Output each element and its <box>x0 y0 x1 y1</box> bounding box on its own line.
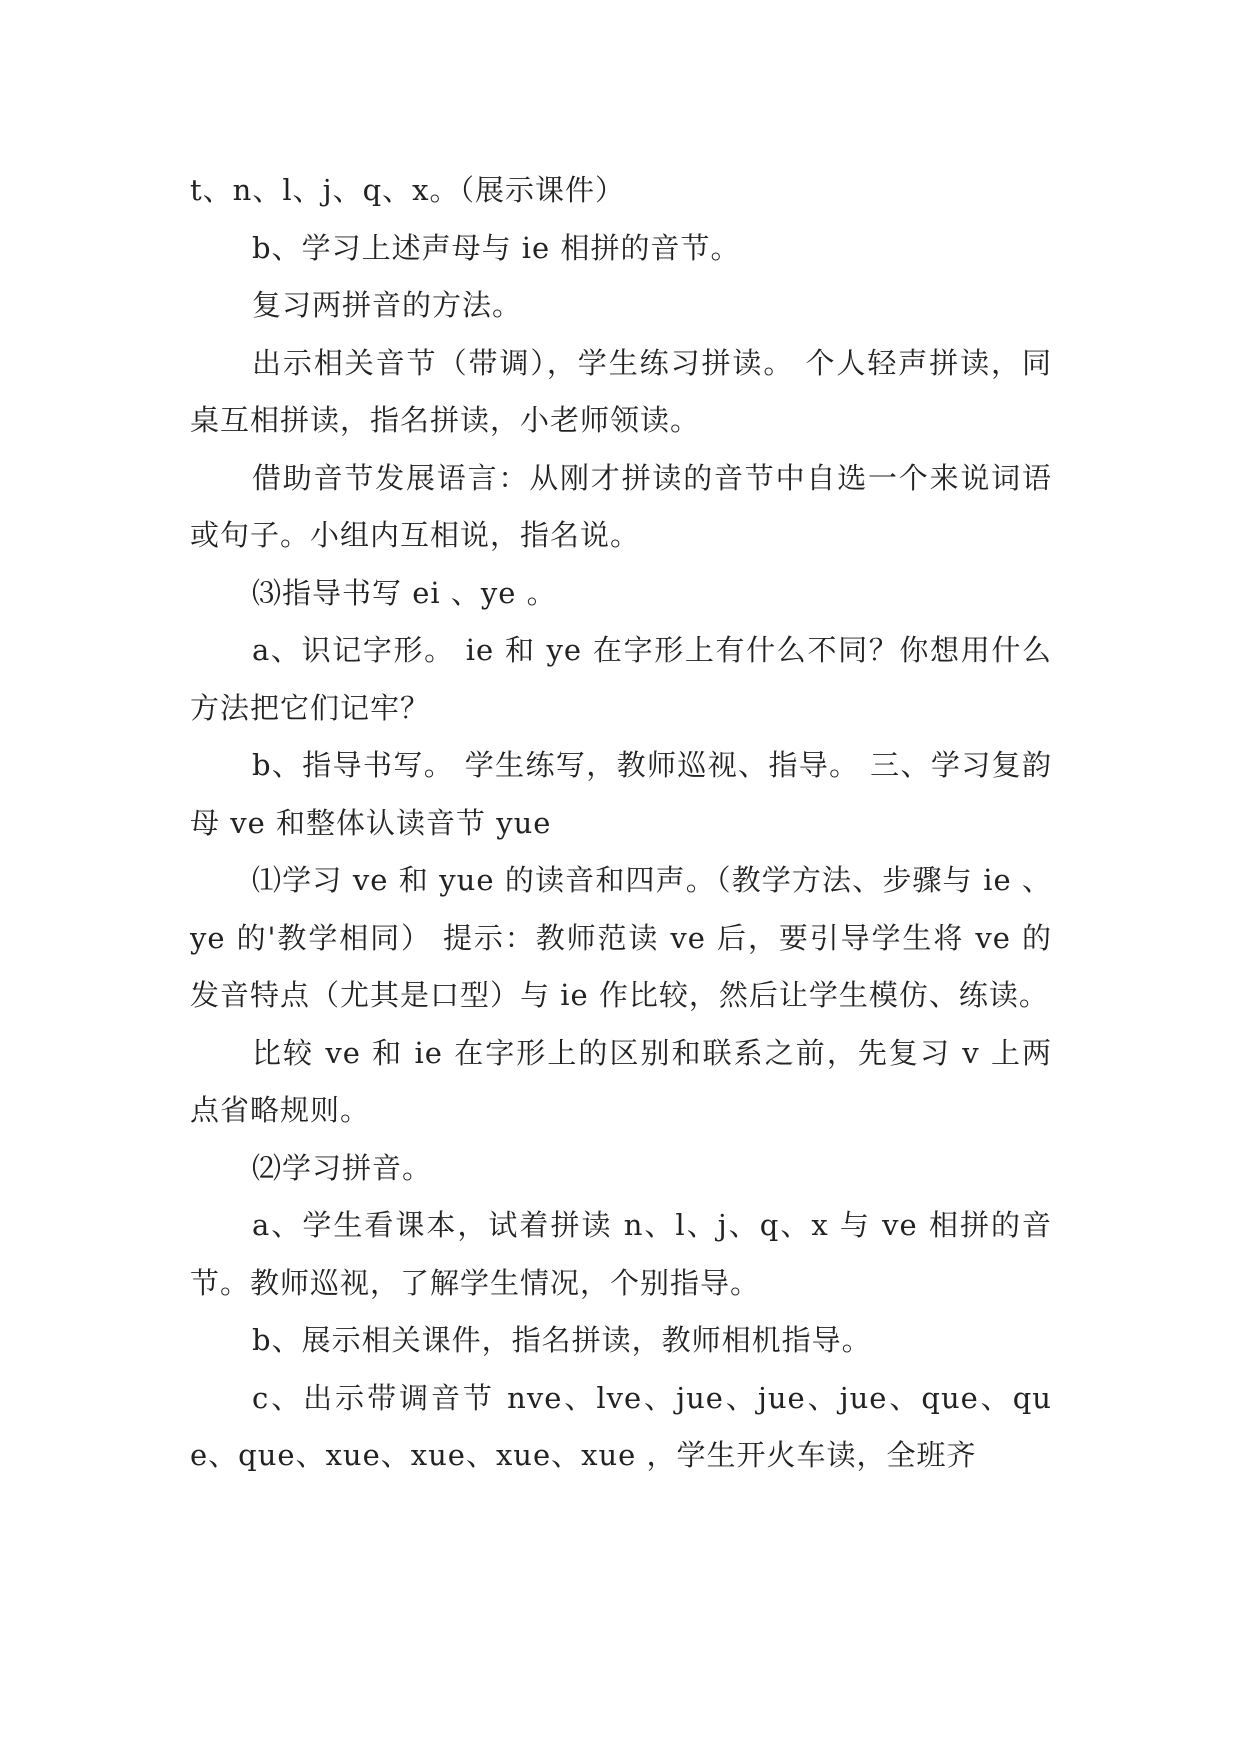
paragraph-10: 比较 ve 和 ie 在字形上的区别和联系之前，先复习 v 上两点省略规则。 <box>190 1035 1052 1127</box>
paragraph-12: a、学生看课本，试着拼读 n、l、j、q、x 与 ve 相拼的音节。教师巡视，了解学生情况，个别指导。 <box>190 1208 1052 1300</box>
paragraph-6: ⑶指导书写 ei 、ye 。 <box>252 575 557 610</box>
paragraph-3: 复习两拼音的方法。 <box>252 288 523 322</box>
paragraph-11: ⑵学习拼音。 <box>252 1150 433 1185</box>
paragraph-14: c、出示带调音节 nve、lve、jue、jue、jue、que、que、que、xue、xue、xue、xue ，学生开火车读，全班齐 <box>190 1380 1052 1472</box>
paragraph-8: b、指导书写。 学生练写，教师巡视、指导。 三、学习复韵母 ve 和整体认读音节 yue <box>190 748 1052 840</box>
paragraph-5: 借助音节发展语言：从刚才拼读的音节中自选一个来说词语或句子。小组内互相说，指名说。 <box>190 460 1052 552</box>
document-body <box>190 162 1052 1485</box>
paragraph-2: b、学习上述声母与 ie 相拼的音节。 <box>252 230 741 265</box>
paragraph-13: b、展示相关课件，指名拼读，教师相机指导。 <box>252 1323 872 1357</box>
paragraph-1: t、n、l、j、q、x。（展示课件） <box>190 173 626 207</box>
paragraph-9: ⑴学习 ve 和 yue 的读音和四声。（教学方法、步骤与 ie 、ye 的'教学相同） 提示：教师范读 ve 后，要引导学生将 ve 的发音特点（尤其是口型）与 ie 作比较，然后让学生模仿、练读。 <box>190 863 1052 1012</box>
paragraph-7: a、识记字形。 ie 和 ye 在字形上有什么不同？你想用什么方法把它们记牢？ <box>190 633 1052 725</box>
paragraph-4: 出示相关音节（带调），学生练习拼读。 个人轻声拼读，同桌互相拼读，指名拼读，小老师领读。 <box>190 345 1052 437</box>
